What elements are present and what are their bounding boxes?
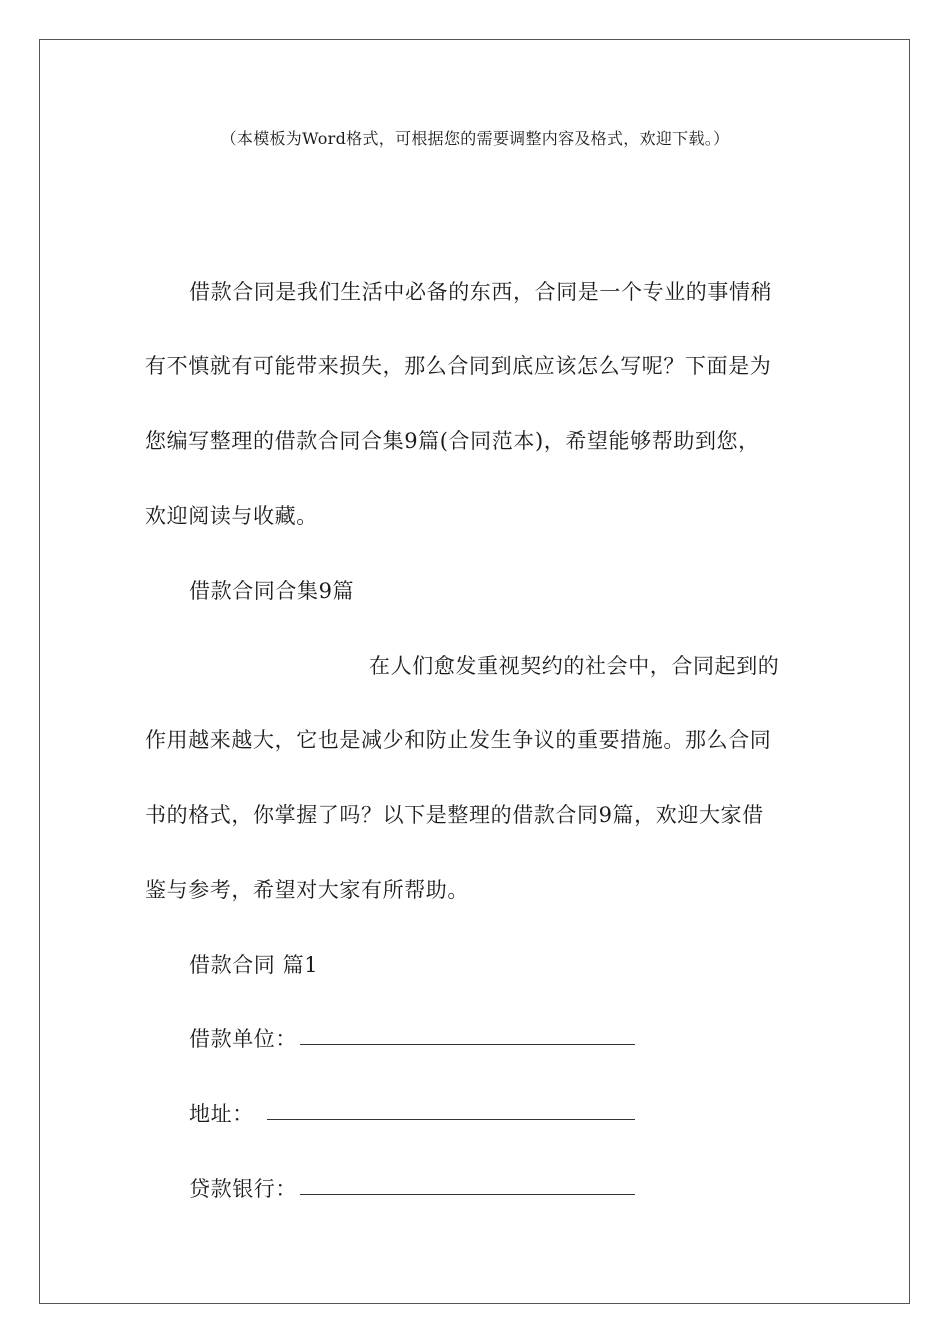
intro-line-4: 欢迎阅读与收藏。 (145, 504, 318, 528)
borrower-blank-line (300, 1044, 635, 1045)
bank-blank-line (300, 1194, 635, 1195)
section-title: 借款合同 篇1 (189, 953, 319, 977)
paragraph-line-4: 鉴与参考，希望对大家有所帮助。 (145, 878, 469, 902)
intro-line-3: 您编写整理的借款合同合集9篇(合同范本)，希望能够帮助到您， (145, 429, 760, 453)
intro-line-2: 有不慎就有可能带来损失，那么合同到底应该怎么写呢？下面是为 (145, 354, 772, 378)
template-note: （本模板为Word格式，可根据您的需要调整内容及格式，欢迎下载。） (220, 129, 730, 148)
paragraph-line-3: 书的格式，你掌握了吗？以下是整理的借款合同9篇，欢迎大家借 (145, 803, 764, 827)
collection-title: 借款合同合集9篇 (189, 579, 355, 603)
paragraph-line-2: 作用越来越大，它也是减少和防止发生争议的重要措施。那么合同 (145, 728, 772, 752)
intro-line-1: 借款合同是我们生活中必备的东西，合同是一个专业的事情稍 (189, 280, 773, 304)
borrower-label: 借款单位： (189, 1027, 297, 1051)
address-blank-line (267, 1119, 635, 1120)
bank-label: 贷款银行： (189, 1177, 297, 1201)
address-label: 地址： (189, 1102, 254, 1126)
paragraph-line-1: 在人们愈发重视契约的社会中，合同起到的 (369, 654, 780, 678)
